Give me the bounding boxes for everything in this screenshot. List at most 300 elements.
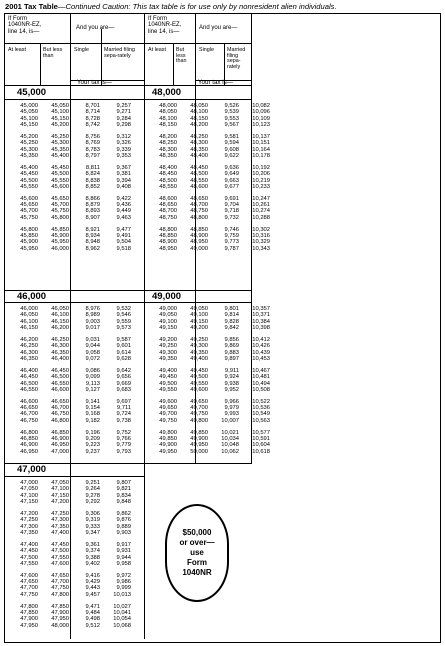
single-tax-cell: 9,704 <box>224 202 239 209</box>
single-tax-cell: 9,416 <box>85 572 100 579</box>
less-than-cell: 45,550 <box>51 177 69 184</box>
married-tax-cell: 10,109 <box>252 115 270 122</box>
single-tax-cell: 10,048 <box>221 442 239 449</box>
less-than-cell: 46,150 <box>51 318 69 325</box>
single-tax-cell: 9,622 <box>224 152 239 159</box>
married-tax-cell: 10,041 <box>113 609 131 616</box>
less-than-cell: 47,800 <box>51 591 69 598</box>
less-than-cell: 49,200 <box>190 325 208 332</box>
married-tax-cell: 9,546 <box>116 312 131 319</box>
married-tax-cell: 9,532 <box>116 306 131 312</box>
at-least-cell: 48,700 <box>159 208 177 215</box>
at-least-cell: 48,050 <box>159 109 177 116</box>
less-than-cell: 45,450 <box>51 164 69 171</box>
at-least-cell: 49,150 <box>159 325 177 332</box>
married-tax-cell: 9,518 <box>116 245 131 252</box>
less-than-cell: 45,950 <box>51 239 69 246</box>
at-least-cell: 47,400 <box>20 541 38 548</box>
married-tax-cell: 9,669 <box>116 380 131 387</box>
header-but-less-than-2: But less than <box>176 47 187 65</box>
less-than-cell: 47,700 <box>51 579 69 586</box>
at-least-cell: 49,750 <box>159 417 177 424</box>
single-tax-cell: 8,934 <box>85 232 100 239</box>
married-tax-cell: 10,398 <box>252 325 270 332</box>
single-tax-cell: 9,154 <box>85 405 100 412</box>
married-tax-cell: 9,339 <box>116 146 131 153</box>
single-tax-cell: 9,842 <box>224 325 239 332</box>
at-least-cell: 46,250 <box>20 343 38 350</box>
at-least-cell: 49,100 <box>159 318 177 325</box>
single-tax-cell: 9,636 <box>224 164 239 171</box>
section-heading-49000: 49,000 <box>152 291 182 302</box>
at-least-cell: 47,950 <box>20 622 38 629</box>
single-tax-cell: 9,718 <box>224 208 239 215</box>
married-tax-cell: 9,752 <box>116 429 131 436</box>
single-tax-cell: 9,457 <box>85 591 100 598</box>
less-than-cell: 46,950 <box>51 442 69 449</box>
single-tax-cell: 9,196 <box>85 429 100 436</box>
less-than-cell: 48,250 <box>190 133 208 140</box>
single-tax-cell: 9,484 <box>85 609 100 616</box>
section-heading-46000: 46,000 <box>17 291 47 302</box>
less-than-cell: 47,500 <box>51 548 69 555</box>
married-tax-cell: 9,367 <box>116 164 131 171</box>
at-least-cell: 46,900 <box>20 442 38 449</box>
sub-divider <box>40 44 41 85</box>
at-least-cell: 49,400 <box>159 367 177 374</box>
single-tax-cell: 8,714 <box>85 109 100 116</box>
single-tax-cell: 9,539 <box>224 109 239 116</box>
married-tax-cell: 9,986 <box>116 579 131 586</box>
married-tax-cell: 10,206 <box>252 171 270 178</box>
less-than-cell: 49,950 <box>190 442 208 449</box>
single-tax-cell: 8,921 <box>85 226 100 233</box>
single-tax-cell: 9,952 <box>224 386 239 393</box>
single-tax-cell: 8,838 <box>85 177 100 184</box>
less-than-cell: 48,300 <box>190 140 208 147</box>
married-tax-cell: 10,233 <box>252 183 270 190</box>
at-least-cell: 45,750 <box>20 214 38 221</box>
single-tax-cell: 9,966 <box>224 398 239 405</box>
single-tax-cell: 9,594 <box>224 140 239 147</box>
at-least-cell: 45,150 <box>20 122 38 129</box>
header-but-less-than: But less than <box>43 47 63 59</box>
at-least-cell: 49,500 <box>159 380 177 387</box>
less-than-cell: 49,700 <box>190 405 208 412</box>
at-least-cell: 45,500 <box>20 177 38 184</box>
single-tax-cell: 9,141 <box>85 398 100 405</box>
single-tax-cell: 9,058 <box>85 349 100 356</box>
at-least-cell: 47,800 <box>20 603 38 610</box>
single-tax-cell: 9,553 <box>224 115 239 122</box>
at-least-cell: 49,300 <box>159 349 177 356</box>
header-and-you-are-2: And you are— <box>199 25 238 31</box>
single-tax-cell: 9,567 <box>224 122 239 129</box>
married-tax-cell: 10,604 <box>252 442 270 449</box>
at-least-cell: 49,850 <box>159 435 177 442</box>
married-tax-cell: 10,549 <box>252 411 270 418</box>
less-than-cell: 49,900 <box>190 435 208 442</box>
married-tax-cell: 9,284 <box>116 115 131 122</box>
at-least-cell: 46,700 <box>20 411 38 418</box>
less-than-cell: 47,000 <box>51 448 69 455</box>
single-tax-cell: 8,866 <box>85 195 100 202</box>
single-tax-cell: 9,498 <box>85 616 100 623</box>
at-least-cell: 48,400 <box>159 164 177 171</box>
less-than-cell: 48,000 <box>51 622 69 629</box>
single-tax-cell: 9,801 <box>224 306 239 312</box>
married-tax-cell: 10,494 <box>252 380 270 387</box>
single-tax-cell: 8,948 <box>85 239 100 246</box>
less-than-cell: 48,150 <box>190 115 208 122</box>
less-than-cell: 46,250 <box>51 336 69 343</box>
single-tax-cell: 8,769 <box>85 140 100 147</box>
less-than-cell: 45,900 <box>51 232 69 239</box>
at-least-cell: 48,150 <box>159 122 177 129</box>
married-tax-cell: 9,601 <box>116 343 131 350</box>
at-least-cell: 49,350 <box>159 355 177 362</box>
header-at-least-2: At least <box>148 47 166 53</box>
married-tax-cell: 9,848 <box>116 499 131 506</box>
single-tax-cell: 9,086 <box>85 367 100 374</box>
married-tax-cell: 9,504 <box>116 239 131 246</box>
less-than-cell: 49,500 <box>190 374 208 381</box>
married-tax-cell: 10,096 <box>252 109 270 116</box>
married-tax-cell: 9,656 <box>116 374 131 381</box>
married-tax-cell: 9,449 <box>116 208 131 215</box>
less-than-cell: 45,100 <box>51 109 69 116</box>
less-than-cell: 45,050 <box>51 103 69 109</box>
married-tax-cell: 10,577 <box>252 429 270 436</box>
at-least-cell: 47,700 <box>20 585 38 592</box>
married-tax-cell: 9,889 <box>116 523 131 530</box>
header-married: Married filing sepa-rately <box>104 47 135 59</box>
column-divider <box>144 14 145 639</box>
at-least-cell: 49,550 <box>159 386 177 393</box>
less-than-cell: 45,400 <box>51 152 69 159</box>
single-tax-cell: 9,979 <box>224 405 239 412</box>
single-tax-cell: 9,347 <box>85 529 100 536</box>
less-than-cell: 46,300 <box>51 343 69 350</box>
married-tax-cell: 10,522 <box>252 398 270 405</box>
married-tax-cell: 9,807 <box>116 480 131 486</box>
single-tax-cell: 9,773 <box>224 239 239 246</box>
single-tax-cell: 9,237 <box>85 448 100 455</box>
at-least-cell: 45,650 <box>20 202 38 209</box>
single-tax-cell: 10,034 <box>221 435 239 442</box>
married-tax-cell: 10,247 <box>252 195 270 202</box>
sub-divider <box>173 44 174 85</box>
married-tax-cell: 9,326 <box>116 140 131 147</box>
at-least-cell: 47,100 <box>20 492 38 499</box>
married-tax-cell: 10,412 <box>252 336 270 343</box>
at-least-cell: 49,900 <box>159 442 177 449</box>
single-tax-cell: 10,021 <box>221 429 239 436</box>
single-tax-cell: 9,361 <box>85 541 100 548</box>
single-tax-cell: 9,663 <box>224 177 239 184</box>
at-least-cell: 48,550 <box>159 183 177 190</box>
married-tax-cell: 9,436 <box>116 202 131 209</box>
less-than-cell: 47,100 <box>51 486 69 493</box>
less-than-cell: 49,650 <box>190 398 208 405</box>
married-tax-cell: 9,779 <box>116 442 131 449</box>
less-than-cell: 50,000 <box>190 448 208 455</box>
married-tax-cell: 9,312 <box>116 133 131 140</box>
single-tax-cell: 9,429 <box>85 579 100 586</box>
married-tax-cell: 9,697 <box>116 398 131 405</box>
less-than-cell: 45,150 <box>51 115 69 122</box>
married-tax-cell: 10,563 <box>252 417 270 424</box>
single-tax-cell: 9,388 <box>85 554 100 561</box>
single-tax-cell: 8,728 <box>85 115 100 122</box>
less-than-cell: 47,300 <box>51 517 69 524</box>
header-your-tax: Your tax is— <box>77 79 112 86</box>
less-than-cell: 48,550 <box>190 177 208 184</box>
married-tax-cell: 9,257 <box>116 103 131 109</box>
less-than-cell: 46,600 <box>51 386 69 393</box>
less-than-cell: 46,500 <box>51 374 69 381</box>
caption-dash: — <box>57 2 66 11</box>
at-least-cell: 45,850 <box>20 232 38 239</box>
single-tax-cell: 9,869 <box>224 343 239 350</box>
less-than-cell: 48,600 <box>190 183 208 190</box>
single-tax-cell: 8,976 <box>85 306 100 312</box>
less-than-cell: 45,650 <box>51 195 69 202</box>
at-least-cell: 47,550 <box>20 560 38 567</box>
at-least-cell: 48,650 <box>159 202 177 209</box>
column-divider <box>70 14 71 639</box>
less-than-cell: 46,200 <box>51 325 69 332</box>
at-least-cell: 48,200 <box>159 133 177 140</box>
single-tax-cell: 9,883 <box>224 349 239 356</box>
married-tax-cell: 10,288 <box>252 214 270 221</box>
at-least-cell: 47,050 <box>20 486 38 493</box>
at-least-cell: 49,000 <box>159 306 177 312</box>
less-than-cell: 48,750 <box>190 208 208 215</box>
single-tax-cell: 10,062 <box>221 448 239 455</box>
single-tax-cell: 9,127 <box>85 386 100 393</box>
less-than-cell: 46,900 <box>51 435 69 442</box>
single-tax-cell: 9,924 <box>224 374 239 381</box>
at-least-cell: 48,350 <box>159 152 177 159</box>
less-than-cell: 47,350 <box>51 523 69 530</box>
single-tax-cell: 9,223 <box>85 442 100 449</box>
at-least-cell: 47,200 <box>20 510 38 517</box>
at-least-cell: 45,800 <box>20 226 38 233</box>
table-caption <box>5 1 443 12</box>
married-tax-cell: 10,453 <box>252 355 270 362</box>
married-tax-cell: 9,917 <box>116 541 131 548</box>
single-tax-cell: 8,879 <box>85 202 100 209</box>
single-tax-cell: 9,691 <box>224 195 239 202</box>
less-than-cell: 45,250 <box>51 133 69 140</box>
section-heading-48000: 48,000 <box>152 87 182 98</box>
married-tax-cell: 9,381 <box>116 171 131 178</box>
married-tax-cell: 10,536 <box>252 405 270 412</box>
single-tax-cell: 9,677 <box>224 183 239 190</box>
caption-continued: Continued <box>65 2 101 11</box>
married-tax-cell: 9,683 <box>116 386 131 393</box>
married-tax-cell: 10,274 <box>252 208 270 215</box>
married-tax-cell: 9,408 <box>116 183 131 190</box>
married-tax-cell: 9,958 <box>116 560 131 567</box>
married-tax-cell: 9,353 <box>116 152 131 159</box>
single-tax-cell: 9,017 <box>85 325 100 332</box>
less-than-cell: 47,850 <box>51 603 69 610</box>
at-least-cell: 47,500 <box>20 554 38 561</box>
less-than-cell: 49,300 <box>190 343 208 350</box>
less-than-cell: 49,050 <box>190 306 208 312</box>
section-rule <box>5 476 145 477</box>
married-tax-cell: 10,357 <box>252 306 270 312</box>
married-tax-cell: 9,642 <box>116 367 131 374</box>
at-least-cell: 47,600 <box>20 572 38 579</box>
less-than-cell: 47,600 <box>51 560 69 567</box>
less-than-cell: 49,850 <box>190 429 208 436</box>
less-than-cell: 46,100 <box>51 312 69 319</box>
single-tax-cell: 9,402 <box>85 560 100 567</box>
less-than-cell: 49,800 <box>190 417 208 424</box>
single-tax-cell: 9,993 <box>224 411 239 418</box>
at-least-cell: 48,950 <box>159 245 177 252</box>
at-least-cell: 46,650 <box>20 405 38 412</box>
less-than-cell: 49,000 <box>190 245 208 252</box>
caption-note-text: This tax table is for use only by nonresident alien individuals. <box>132 2 337 11</box>
less-than-cell: 46,550 <box>51 380 69 387</box>
tax-table <box>4 13 441 643</box>
less-than-cell: 49,100 <box>190 312 208 319</box>
single-tax-cell: 9,209 <box>85 435 100 442</box>
less-than-cell: 47,450 <box>51 541 69 548</box>
less-than-cell: 46,050 <box>51 306 69 312</box>
header-your-tax-2: Your tax is— <box>198 79 233 86</box>
single-tax-cell: 9,278 <box>85 492 100 499</box>
at-least-cell: 45,700 <box>20 208 38 215</box>
married-tax-cell: 9,573 <box>116 325 131 332</box>
single-tax-cell: 8,907 <box>85 214 100 221</box>
married-tax-cell: 10,343 <box>252 245 270 252</box>
married-tax-cell: 9,491 <box>116 232 131 239</box>
married-tax-cell: 9,614 <box>116 349 131 356</box>
less-than-cell: 45,300 <box>51 140 69 147</box>
at-least-cell: 49,200 <box>159 336 177 343</box>
single-tax-cell: 10,007 <box>221 417 239 424</box>
single-tax-cell: 9,003 <box>85 318 100 325</box>
less-than-cell: 47,950 <box>51 616 69 623</box>
married-tax-cell: 10,068 <box>113 622 131 629</box>
single-tax-cell: 9,759 <box>224 232 239 239</box>
at-least-cell: 45,600 <box>20 195 38 202</box>
single-tax-cell: 8,756 <box>85 133 100 140</box>
at-least-cell: 47,000 <box>20 480 38 486</box>
less-than-cell: 46,700 <box>51 405 69 412</box>
header-if-form: If Form 1040NR-EZ, line 14, is— <box>8 16 42 35</box>
married-tax-cell: 9,944 <box>116 554 131 561</box>
married-tax-cell: 10,618 <box>252 448 270 455</box>
married-tax-cell: 10,371 <box>252 312 270 319</box>
at-least-cell: 46,100 <box>20 318 38 325</box>
header-married-2: Married filing sepa-rately <box>227 47 246 70</box>
less-than-cell: 48,700 <box>190 202 208 209</box>
married-tax-cell: 9,298 <box>116 122 131 129</box>
at-least-cell: 49,700 <box>159 411 177 418</box>
married-tax-cell: 10,082 <box>252 103 270 109</box>
less-than-cell: 48,650 <box>190 195 208 202</box>
single-tax-cell: 8,989 <box>85 312 100 319</box>
married-tax-cell: 10,508 <box>252 386 270 393</box>
less-than-cell: 46,000 <box>51 245 69 252</box>
at-least-cell: 47,450 <box>20 548 38 555</box>
married-tax-cell: 10,123 <box>252 122 270 129</box>
married-tax-cell: 9,999 <box>116 585 131 592</box>
single-tax-cell: 9,319 <box>85 517 100 524</box>
less-than-cell: 46,850 <box>51 429 69 436</box>
at-least-cell: 48,300 <box>159 146 177 153</box>
single-tax-cell: 9,814 <box>224 312 239 319</box>
single-tax-cell: 8,783 <box>85 146 100 153</box>
less-than-cell: 49,250 <box>190 336 208 343</box>
less-than-cell: 45,500 <box>51 171 69 178</box>
married-tax-cell: 10,192 <box>252 164 270 171</box>
at-least-cell: 47,150 <box>20 499 38 506</box>
single-tax-cell: 9,911 <box>224 367 239 374</box>
single-tax-cell: 8,797 <box>85 152 100 159</box>
less-than-cell: 49,150 <box>190 318 208 325</box>
less-than-cell: 48,200 <box>190 122 208 129</box>
single-tax-cell: 8,962 <box>85 245 100 252</box>
single-tax-cell: 8,811 <box>85 164 100 171</box>
married-tax-cell: 10,426 <box>252 343 270 350</box>
married-tax-cell: 9,724 <box>116 411 131 418</box>
at-least-cell: 48,800 <box>159 226 177 233</box>
at-least-cell: 46,750 <box>20 417 38 424</box>
married-tax-cell: 10,467 <box>252 367 270 374</box>
married-tax-cell: 9,972 <box>116 572 131 579</box>
less-than-cell: 47,150 <box>51 492 69 499</box>
married-tax-cell: 9,862 <box>116 510 131 517</box>
married-tax-cell: 9,821 <box>116 486 131 493</box>
less-than-cell: 48,500 <box>190 171 208 178</box>
at-least-cell: 45,900 <box>20 239 38 246</box>
less-than-cell: 46,400 <box>51 355 69 362</box>
less-than-cell: 45,800 <box>51 214 69 221</box>
married-tax-cell: 9,834 <box>116 492 131 499</box>
married-tax-cell: 10,591 <box>252 435 270 442</box>
at-least-cell: 45,550 <box>20 183 38 190</box>
at-least-cell: 46,550 <box>20 386 38 393</box>
less-than-cell: 45,700 <box>51 202 69 209</box>
at-least-cell: 48,900 <box>159 239 177 246</box>
less-than-cell: 48,800 <box>190 214 208 221</box>
at-least-cell: 45,300 <box>20 146 38 153</box>
at-least-cell: 46,350 <box>20 355 38 362</box>
single-tax-cell: 9,746 <box>224 226 239 233</box>
single-tax-cell: 9,072 <box>85 355 100 362</box>
at-least-cell: 48,500 <box>159 177 177 184</box>
single-tax-cell: 9,828 <box>224 318 239 325</box>
married-tax-cell: 9,876 <box>116 517 131 524</box>
at-least-cell: 45,450 <box>20 171 38 178</box>
less-than-cell: 45,750 <box>51 208 69 215</box>
at-least-cell: 46,600 <box>20 398 38 405</box>
less-than-cell: 48,350 <box>190 146 208 153</box>
married-tax-cell: 9,903 <box>116 529 131 536</box>
married-tax-cell: 10,439 <box>252 349 270 356</box>
married-tax-cell: 9,559 <box>116 318 131 325</box>
single-tax-cell: 9,732 <box>224 214 239 221</box>
single-tax-cell: 8,701 <box>85 103 100 109</box>
header-single-2: Single <box>199 47 214 53</box>
